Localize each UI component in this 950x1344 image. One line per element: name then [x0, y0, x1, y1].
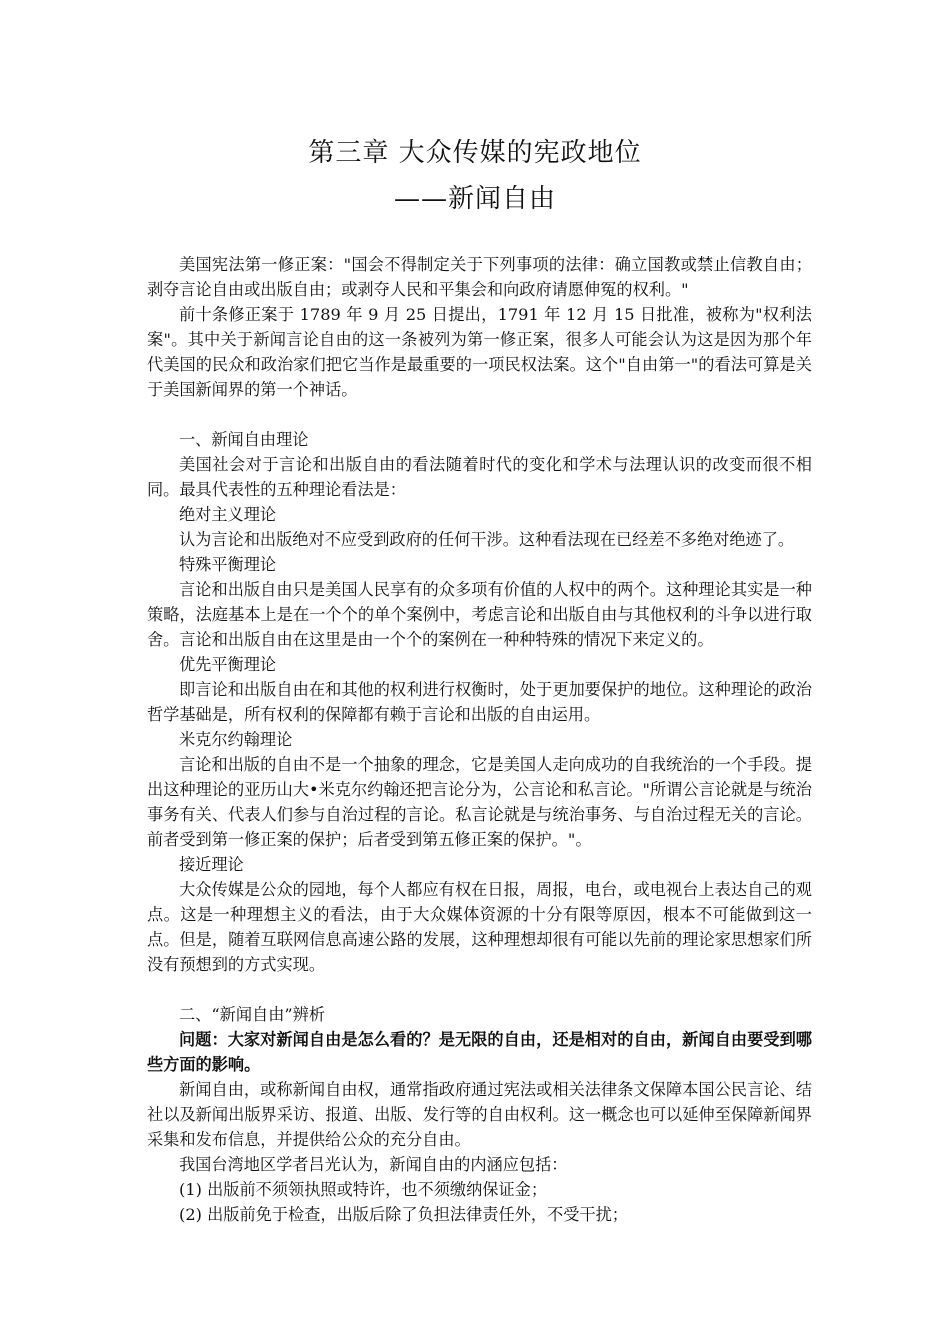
paragraph-ad-hoc-balancing: 言论和出版自由只是美国人民享有的众多项有价值的人权中的两个。这种理论其实是一种策略，法庭基本上是在一个个的单个案例中，考虑言论和出版自由与其他权利的斗争以进行取舍。言论和出版自由在这里是由一个个的案例在一种种特殊的情况下来定义的。: [147, 580, 812, 649]
discussion-question: 问题：大家对新闻自由是怎么看的？是无限的自由，还是相对的自由，新闻自由要受到哪些方面的影响。: [147, 1030, 812, 1074]
theory-heading-absolutism: 绝对主义理论: [179, 505, 277, 524]
paragraph-preferred-balancing: 即言论和出版自由在和其他的权利进行权衡时，处于更加要保护的地位。这种理论的政治哲学基础是，所有权利的保障都有赖于言论和出版的自由运用。: [147, 680, 812, 724]
paragraph-first-amendment: 美国宪法第一修正案："国会不得制定关于下列事项的法律：确立国教或禁止信教自由；剥夺言论自由或出版自由；或剥夺人民和平集会和向政府请愿伸冤的权利。": [147, 255, 812, 299]
theory-heading-preferred-balancing: 优先平衡理论: [179, 655, 277, 674]
list-item-2: (2) 出版前免于检查，出版后除了负担法律责任外，不受干扰；: [179, 1205, 628, 1224]
theory-heading-ad-hoc-balancing: 特殊平衡理论: [179, 555, 277, 574]
list-item-1: (1) 出版前不须领执照或特许，也不须缴纳保证金；: [179, 1180, 548, 1199]
section-heading-2: 二、“新闻自由”辨析: [179, 1005, 326, 1024]
chapter-title: 第三章 大众传媒的宪政地位: [308, 138, 642, 168]
paragraph-absolutism: 认为言论和出版绝对不应受到政府的任何干涉。这种看法现在已经差不多绝对绝迹了。: [179, 530, 795, 549]
document-body: [147, 252, 812, 1227]
spacer: [147, 402, 812, 427]
spacer: [147, 977, 812, 1002]
section-heading-1: 一、新闻自由理论: [179, 430, 309, 449]
theory-heading-meiklejohn: 米克尔约翰理论: [179, 730, 293, 749]
chapter-subtitle: ——新闻自由: [393, 184, 556, 214]
paragraph-lu-guang: 我国台湾地区学者吕光认为，新闻自由的内涵应包括：: [179, 1155, 568, 1174]
paragraph-five-theories: 美国社会对于言论和出版自由的看法随着时代的变化和学术与法理认识的改变而很不相同。最具代表性的五种理论看法是：: [147, 455, 812, 499]
paragraph-meiklejohn: 言论和出版的自由不是一个抽象的理念，它是美国人走向成功的自我统治的一个手段。提出这种理论的亚历山大•米克尔约翰还把言论分为，公言论和私言论。"所谓公言论就是与统治事务有关、代表人们参与自治过程的言论。私言论就是与统治事务、与自治过程无关的言论。前者受到第一修正案的保护；后者受到第五修正案的保护。"。: [147, 755, 812, 849]
paragraph-access: 大众传媒是公众的园地，每个人都应有权在日报，周报，电台，或电视台上表达自己的观点。这是一种理想主义的看法，由于大众媒体资源的十分有限等原因，根本不可能做到这一点。但是，随着互联网信息高速公路的发展，这种理想却很有可能以先前的理论家思想家们所没有预想到的方式实现。: [147, 880, 812, 974]
paragraph-bill-of-rights: 前十条修正案于 1789 年 9 月 25 日提出，1791 年 12 月 15 日批准，被称为"权利法案"。其中关于新闻言论自由的这一条被列为第一修正案，很多人可能会认为这是因为那个年代美国的民众和政治家们把它当作是最重要的一项民权法案。这个"自由第一"的看法可算是关于美国新闻界的第一个神话。: [147, 305, 812, 399]
paragraph-press-freedom-definition: 新闻自由，或称新闻自由权，通常指政府通过宪法或相关法律条文保障本国公民言论、结社以及新闻出版界采访、报道、出版、发行等的自由权利。这一概念也可以延伸至保障新闻界采集和发布信息，并提供给公众的充分自由。: [147, 1080, 812, 1149]
theory-heading-access: 接近理论: [179, 855, 244, 874]
